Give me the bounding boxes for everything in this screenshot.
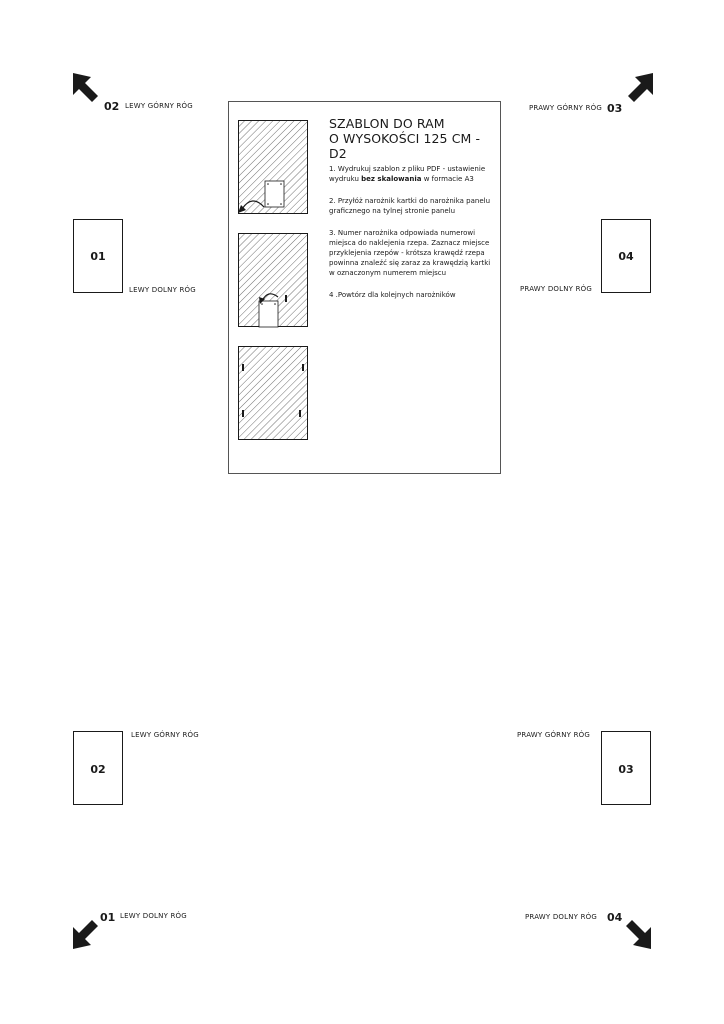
panel-title-line-2: O WYSOKOŚCI 125 CM - D2	[329, 131, 481, 161]
corner-label-top-left: LEWY GÓRNY RÓG	[125, 102, 193, 110]
corner-arrow-icon	[616, 70, 656, 110]
marker-box-02: 02	[73, 731, 123, 805]
instruction-step-2: 2. Przyłóż narożnik kartki do narożnika panelu graficznego na tylnej stronie panelu	[329, 197, 491, 215]
instructions-list	[329, 164, 497, 312]
marker-label-01: LEWY DOLNY RÓG	[129, 286, 196, 294]
marker-box-03: 03	[601, 731, 651, 805]
instruction-step-3: 3. Numer narożnika odpowiada numerowi miejsca do naklejenia rzepa. Zaznacz miejsce przyklejenia rzepów - krótsza krawędź rzepa powinna znaleźć się zaraz za krawędzią kartki w oznaczonym numerem miejscu	[329, 229, 491, 277]
corner-arrow-icon	[70, 916, 110, 956]
corner-number-bottom-right: 04	[607, 911, 623, 924]
instruction-step-4: 4 .Powtórz dla kolejnych narożników	[329, 291, 456, 299]
corner-number-top-right: 03	[607, 102, 623, 115]
step-diagram-3	[238, 346, 310, 443]
corner-label-top-right: PRAWY GÓRNY RÓG	[529, 104, 602, 112]
corner-label-bottom-left: LEWY DOLNY RÓG	[120, 912, 187, 920]
marker-box-01: 01	[73, 219, 123, 293]
step-diagram-1	[238, 120, 310, 217]
corner-number-bottom-left: 01	[100, 911, 116, 924]
corner-label-bottom-right: PRAWY DOLNY RÓG	[525, 913, 597, 921]
marker-label-02: LEWY GÓRNY RÓG	[131, 731, 199, 739]
instruction-panel	[228, 101, 501, 474]
marker-box-04: 04	[601, 219, 651, 293]
corner-arrow-icon	[614, 916, 654, 956]
instruction-step-1: 1. Wydrukuj szablon z pliku PDF - ustawienie wydruku bez skalowania w formacie A3	[329, 165, 486, 183]
panel-title-line-1: SZABLON DO RAM	[329, 116, 445, 131]
step-diagram-2	[238, 233, 310, 330]
marker-label-04: PRAWY DOLNY RÓG	[520, 285, 592, 293]
marker-label-03: PRAWY GÓRNY RÓG	[517, 731, 590, 739]
panel-title	[329, 116, 500, 161]
corner-number-top-left: 02	[104, 100, 120, 113]
